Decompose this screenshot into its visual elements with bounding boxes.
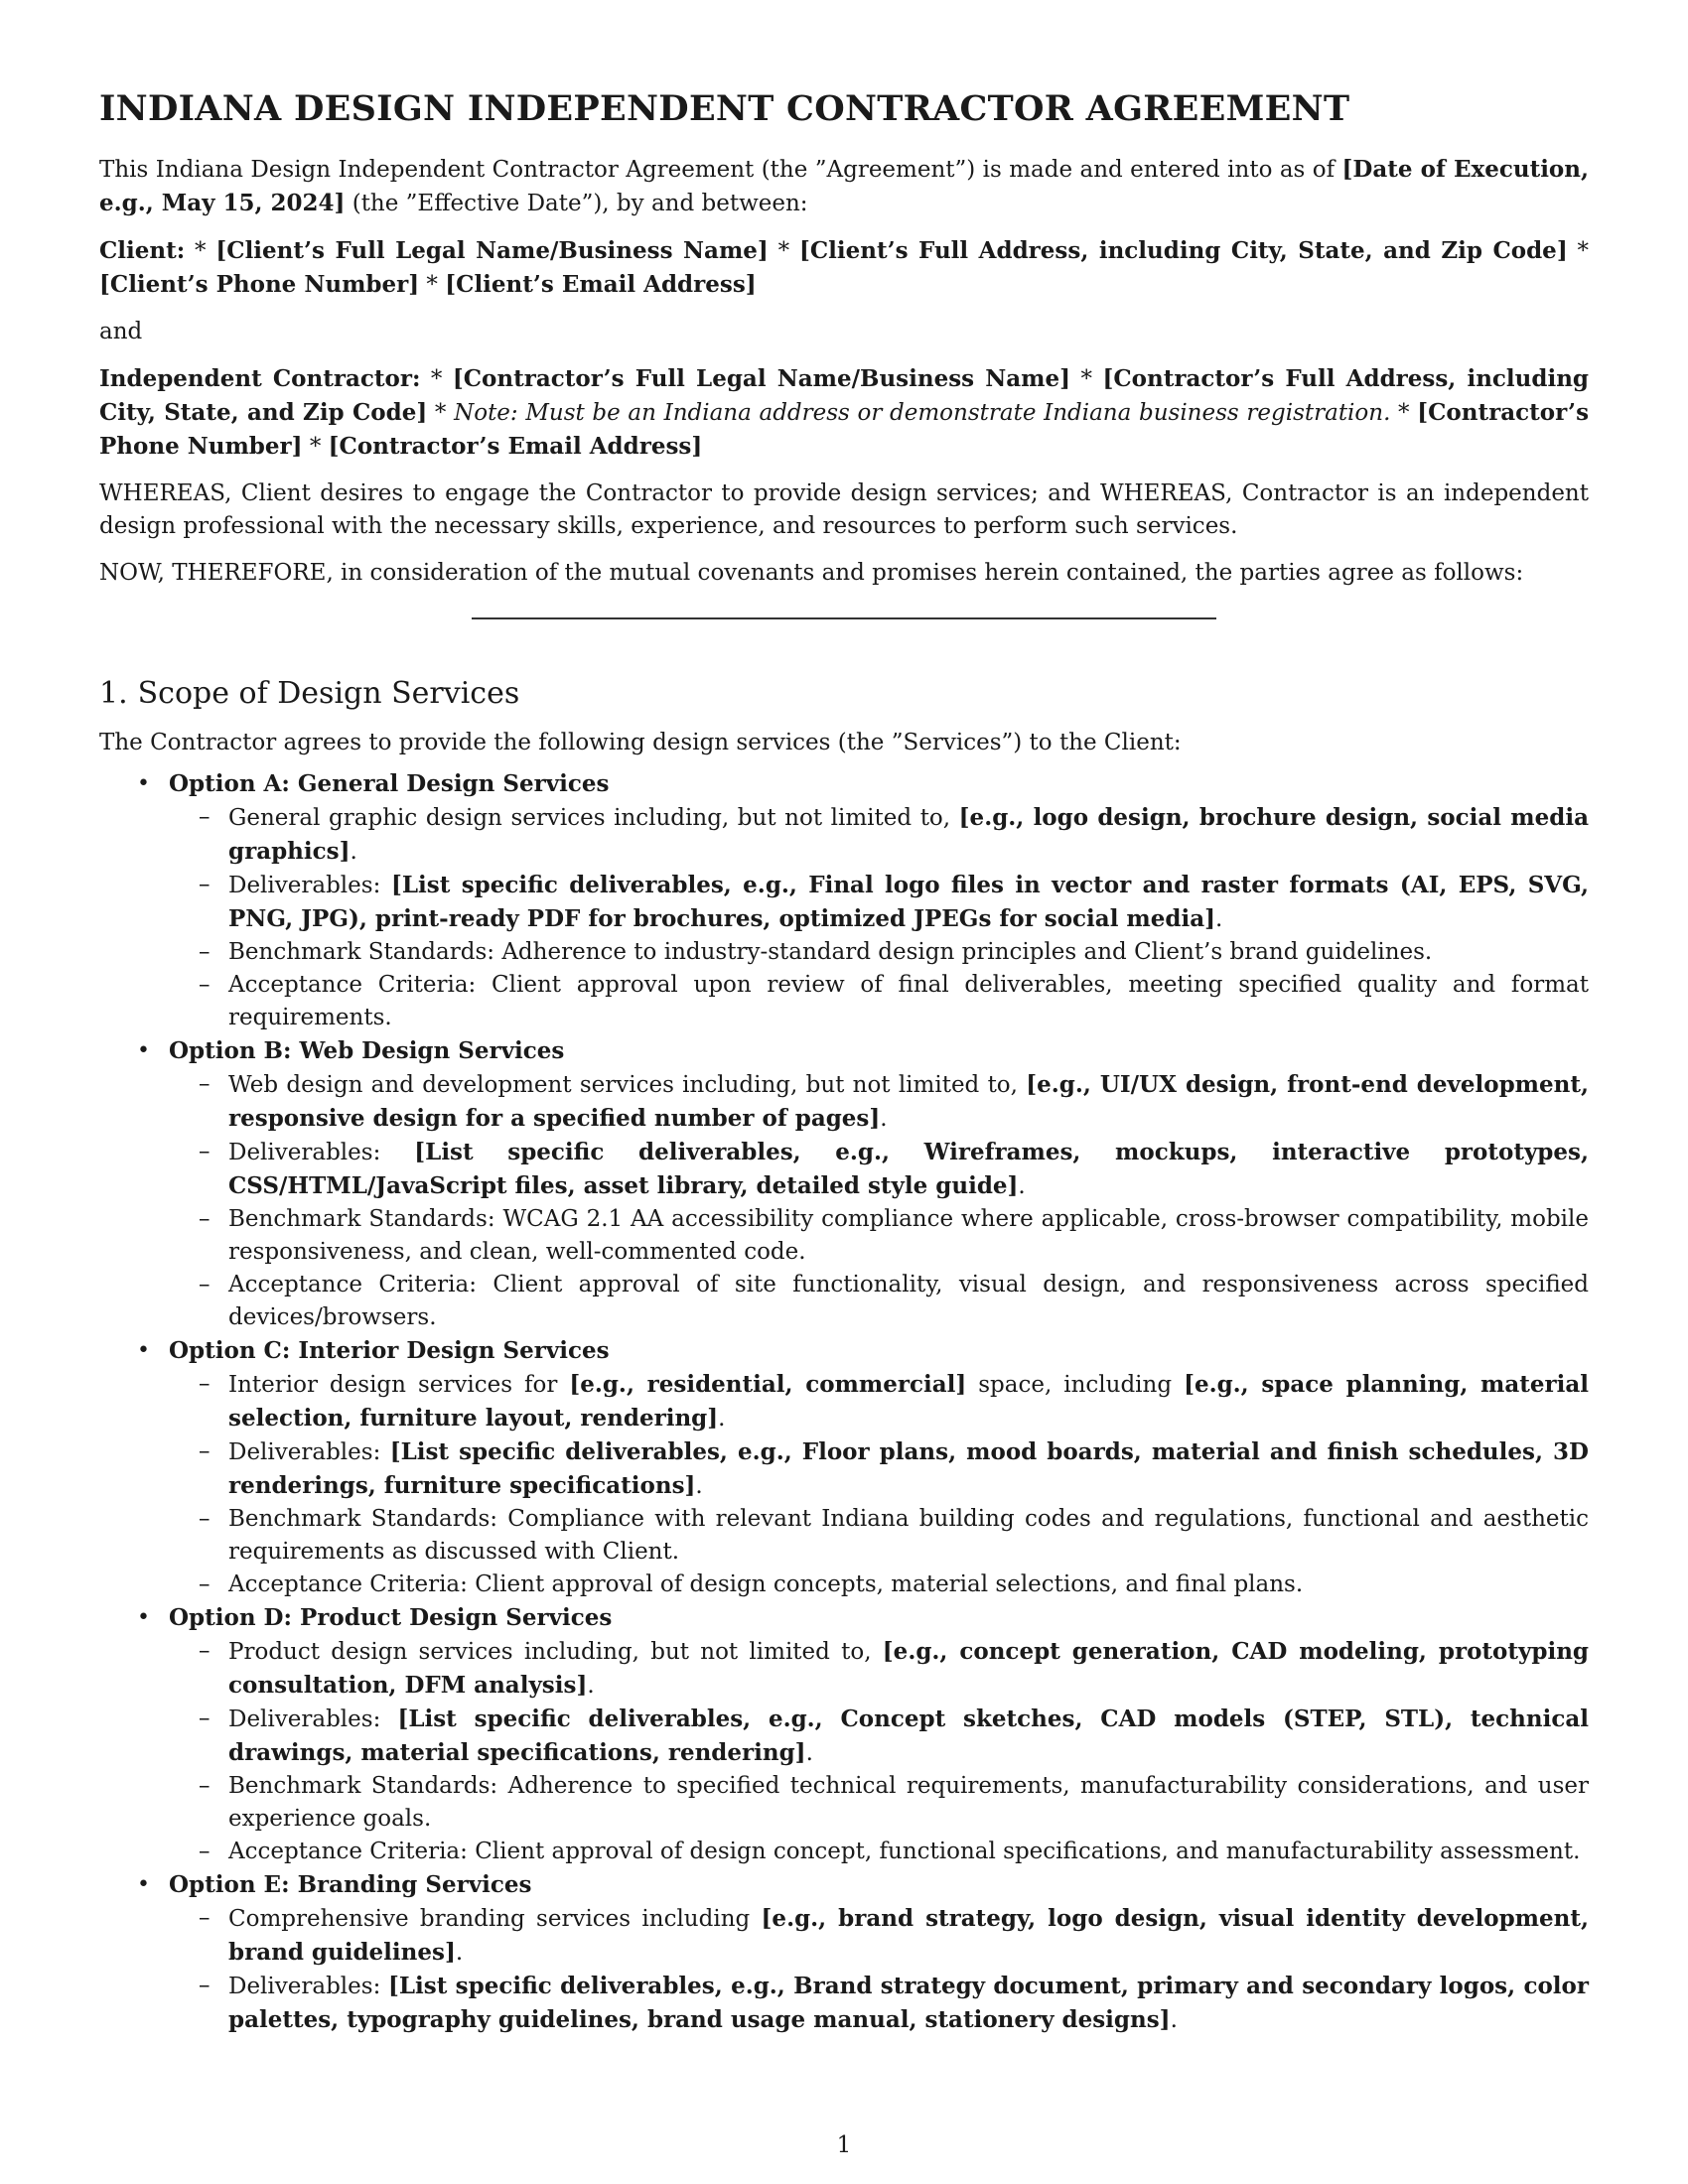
description-placeholder: [e.g., brand strategy, logo design, visual identity development, brand guidelines] xyxy=(228,1905,1590,1966)
option-details xyxy=(169,1368,1589,1601)
description-text: Product design services including, but not limited to, xyxy=(228,1639,883,1665)
contractor-block: Independent Contractor: * [Contractor’s Full Legal Name/Business Name] * [Contractor’s Full Address, including City, State, and Zip Code] * Note: Must be an Indiana address or demonstrate Indiana business registration. * [Contractor’s Phone Number] * [Contractor’s Email Address] xyxy=(99,365,1590,460)
option-description xyxy=(169,1635,1589,1703)
option-description xyxy=(169,1368,1589,1435)
description-mid: space, including xyxy=(966,1372,1185,1398)
deliverables-end: . xyxy=(1170,2007,1178,2033)
option-item xyxy=(99,1601,1589,1868)
whereas-paragraph: WHEREAS, Client desires to engage the Contractor to provide design services; and WHEREAS, Contractor is an independent design professional with the necessary skills, experience, and resources to perform such services. xyxy=(99,480,1589,539)
deliverables-placeholder: [List specific deliverables, e.g., Brand strategy document, primary and secondary logos, color palettes, typography guidelines, brand usage manual, stationery designs] xyxy=(228,1973,1589,2033)
client-phone: [Client’s Phone Number] xyxy=(99,271,420,298)
option-acceptance: – Acceptance Criteria: Client approval of design concepts, material selections, and final plans. xyxy=(169,1569,1589,1601)
description-text: Interior design services for xyxy=(228,1372,570,1398)
deliverables-label: Deliverables: xyxy=(228,1706,398,1732)
deliverables-placeholder: [List specific deliverables, e.g., Wireframes, mockups, interactive prototypes, CSS/HTML/JavaScript files, asset library, detailed style guide] xyxy=(228,1139,1589,1199)
option-item xyxy=(99,1034,1589,1334)
description-end: . xyxy=(880,1106,888,1132)
option-details xyxy=(169,1068,1589,1334)
option-deliverables xyxy=(169,869,1589,936)
contractor-name: [Contractor’s Full Legal Name/Business Name] xyxy=(452,365,1071,392)
option-title: Option B: Web Design Services xyxy=(169,1037,565,1064)
intro-text-b: (the ”Effective Date”), by and between: xyxy=(345,191,808,216)
section-heading xyxy=(99,675,1589,713)
and-separator: and xyxy=(99,319,143,344)
description-end: . xyxy=(455,1940,464,1966)
option-details xyxy=(169,1902,1589,2037)
option-title: Option D: Product Design Services xyxy=(169,1604,613,1631)
option-details xyxy=(169,1635,1589,1868)
description-text: General graphic design services including, but not limited to, xyxy=(228,805,959,831)
option-acceptance: – Acceptance Criteria: Client approval of site functionality, visual design, and responsiveness across specified devices/browsers. xyxy=(169,1269,1589,1334)
deliverables-end: . xyxy=(695,1473,703,1499)
option-benchmark: – Benchmark Standards: WCAG 2.1 AA accessibility compliance where applicable, cross-browser compatibility, mobile responsiveness, and clean, well-commented code. xyxy=(169,1203,1589,1269)
client-name: [Client’s Full Legal Name/Business Name] xyxy=(215,237,769,264)
deliverables-end: . xyxy=(805,1740,813,1766)
option-deliverables xyxy=(169,1136,1589,1203)
description-end: . xyxy=(587,1673,595,1699)
deliverables-placeholder: [List specific deliverables, e.g., Final logo files in vector and raster formats (AI, EPS, SVG, PNG, JPG), print-ready PDF for brochures, optimized JPEGs for social media] xyxy=(228,872,1589,932)
description-end: . xyxy=(718,1406,726,1432)
description-text: Comprehensive branding services including xyxy=(228,1906,762,1932)
deliverables-label: Deliverables: xyxy=(228,873,391,898)
option-item xyxy=(99,1868,1589,2037)
section-intro: The Contractor agrees to provide the following design services (the ”Services”) to the Client: xyxy=(99,730,1182,755)
document-body xyxy=(99,87,1589,2037)
description-placeholder: [e.g., residential, commercial] xyxy=(569,1371,967,1398)
option-item xyxy=(99,1334,1589,1601)
option-acceptance: – Acceptance Criteria: Client approval of design concept, functional specifications, and manufacturability assessment. xyxy=(169,1836,1589,1868)
intro-text-a: This Indiana Design Independent Contractor Agreement (the ”Agreement”) is made and entered into as of xyxy=(99,157,1342,183)
contractor-email: [Contractor’s Email Address] xyxy=(328,433,703,460)
intro-paragraph xyxy=(99,153,1589,220)
deliverables-label: Deliverables: xyxy=(228,1439,390,1465)
deliverables-label: Deliverables: xyxy=(228,1140,415,1165)
option-details xyxy=(169,801,1589,1034)
execution-date-placeholder: [Date of Execution, e.g., May 15, 2024] xyxy=(99,156,1589,216)
option-deliverables xyxy=(169,1435,1589,1503)
client-address: [Client’s Full Address, including City, State, and Zip Code] xyxy=(798,237,1568,264)
deliverables-label: Deliverables: xyxy=(228,1974,388,1999)
deliverables-placeholder: [List specific deliverables, e.g., Floor plans, mood boards, material and finish schedules, 3D renderings, furniture specifications] xyxy=(228,1438,1589,1499)
description-placeholder: [e.g., UI/UX design, front-end development, responsive design for a specified number of pages] xyxy=(228,1071,1589,1132)
contractor-note: Note: Must be an Indiana address or demonstrate Indiana business registration. xyxy=(454,400,1391,426)
description-text: Web design and development services including, but not limited to, xyxy=(228,1072,1027,1098)
option-description xyxy=(169,801,1589,869)
description-placeholder: [e.g., concept generation, CAD modeling, prototyping consultation, DFM analysis] xyxy=(228,1638,1590,1699)
contractor-label: Independent Contractor: xyxy=(99,365,421,392)
description-end: . xyxy=(350,839,357,865)
description-placeholder: [e.g., logo design, brochure design, social media graphics] xyxy=(228,804,1589,865)
description-placeholder-2: [e.g., space planning, material selection, furniture layout, rendering] xyxy=(228,1371,1589,1432)
section-number: 1. xyxy=(99,676,128,711)
option-description xyxy=(169,1068,1589,1136)
option-benchmark: – Benchmark Standards: Compliance with relevant Indiana building codes and regulations, functional and aesthetic requirements as discussed with Client. xyxy=(169,1503,1589,1569)
option-description xyxy=(169,1902,1589,1970)
contractor-phone: [Contractor’s Phone Number] xyxy=(99,399,1590,460)
option-benchmark: – Benchmark Standards: Adherence to specified technical requirements, manufacturability considerations, and user experience goals. xyxy=(169,1770,1589,1836)
section-title: Scope of Design Services xyxy=(137,676,520,711)
deliverables-placeholder: [List specific deliverables, e.g., Concept sketches, CAD models (STEP, STL), technical drawings, material specifications, rendering] xyxy=(228,1706,1589,1766)
client-label: Client: xyxy=(99,237,186,264)
contractor-address: [Contractor’s Full Address, including City, State, and Zip Code] xyxy=(99,365,1590,426)
deliverables-end: . xyxy=(1215,906,1223,932)
document-title: INDIANA DESIGN INDEPENDENT CONTRACTOR AGREEMENT xyxy=(99,88,1350,129)
option-item xyxy=(99,767,1589,1034)
option-benchmark: – Benchmark Standards: Adherence to industry-standard design principles and Client’s brand guidelines. xyxy=(169,936,1589,969)
option-acceptance: – Acceptance Criteria: Client approval upon review of final deliverables, meeting specified quality and format requirements. xyxy=(169,969,1589,1034)
client-email: [Client’s Email Address] xyxy=(445,271,757,298)
option-deliverables xyxy=(169,1970,1589,2037)
deliverables-end: . xyxy=(1018,1173,1026,1199)
option-title: Option A: General Design Services xyxy=(169,770,610,797)
page-number: 1 xyxy=(836,2132,852,2158)
client-block: Client: * [Client’s Full Legal Name/Business Name] * [Client’s Full Address, including City, State, and Zip Code] * [Client’s Phone Number] * [Client’s Email Address] xyxy=(99,237,1590,298)
horizontal-divider xyxy=(472,617,1216,619)
option-title: Option E: Branding Services xyxy=(169,1871,532,1898)
option-deliverables xyxy=(169,1703,1589,1770)
option-title: Option C: Interior Design Services xyxy=(169,1337,610,1364)
now-therefore-paragraph: NOW, THEREFORE, in consideration of the mutual covenants and promises herein contained, the parties agree as follows: xyxy=(99,560,1524,586)
service-options-list xyxy=(99,767,1589,2037)
